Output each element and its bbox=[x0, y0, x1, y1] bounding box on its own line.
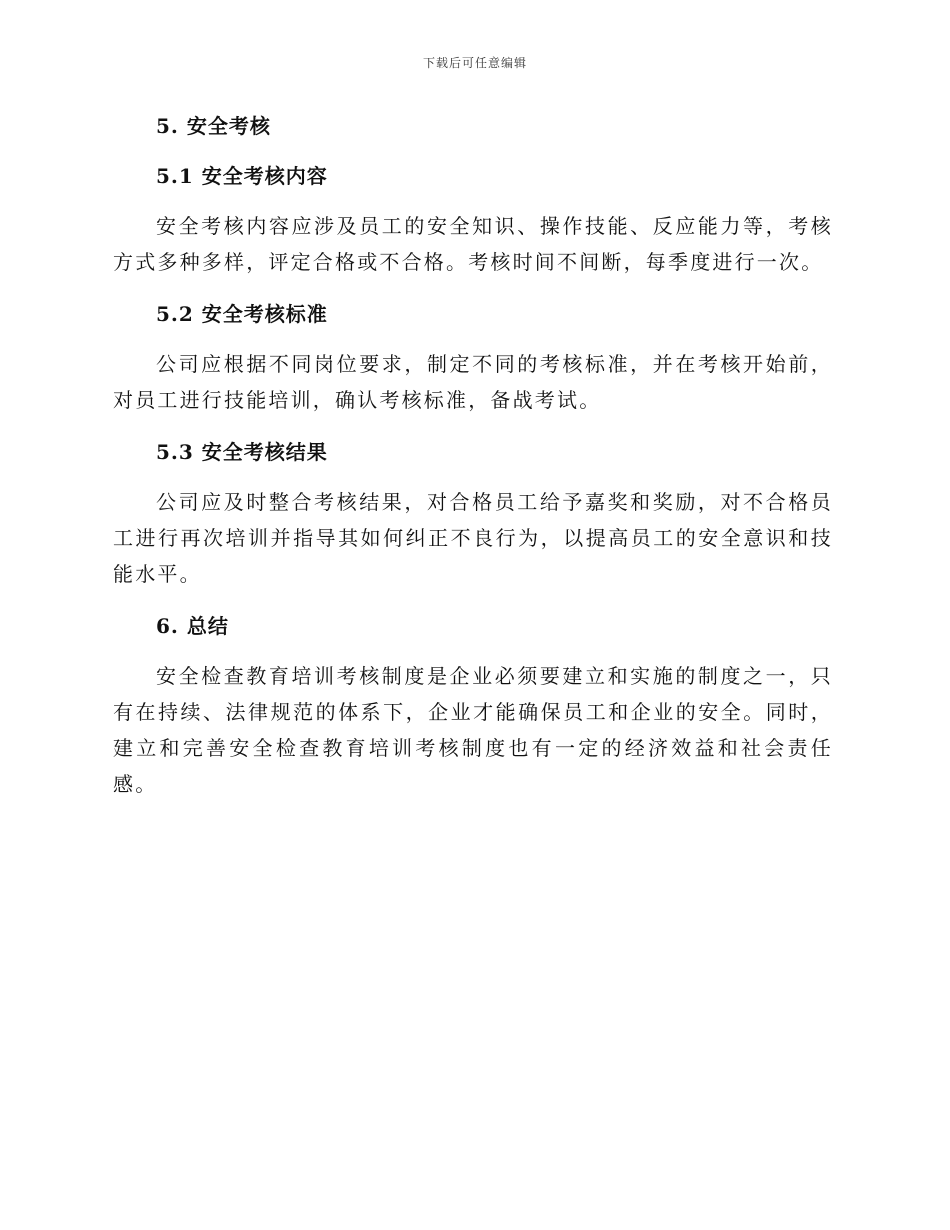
section-5-1-paragraph: 安全考核内容应涉及员工的安全知识、操作技能、反应能力等，考核方式多种多样，评定合格或不合格。考核时间不间断，每季度进行一次。 bbox=[113, 214, 833, 274]
section-6-paragraph: 安全检查教育培训考核制度是企业必须要建立和实施的制度之一，只有在持续、法律规范的体系下，企业才能确保员工和企业的安全。同时，建立和完善安全检查教育培训考核制度也有一定的经济效益和社会责任感。 bbox=[113, 664, 833, 796]
section-5-2-heading: 5.2 安全考核标准 bbox=[156, 302, 328, 326]
section-5-3-paragraph: 公司应及时整合考核结果，对合格员工给予嘉奖和奖励，对不合格员工进行再次培训并指导其如何纠正不良行为，以提高员工的安全意识和技能水平。 bbox=[113, 490, 833, 586]
section-5-3-heading: 5.3 安全考核结果 bbox=[156, 440, 328, 464]
section-5-1-heading: 5.1 安全考核内容 bbox=[156, 164, 328, 188]
header-note: 下载后可任意编辑 bbox=[422, 56, 527, 70]
section-5-heading: 5. 安全考核 bbox=[156, 114, 271, 138]
document-content bbox=[113, 108, 833, 802]
section-6-heading: 6. 总结 bbox=[156, 614, 229, 638]
section-5-2-paragraph: 公司应根据不同岗位要求，制定不同的考核标准，并在考核开始前，对员工进行技能培训，确认考核标准，备战考试。 bbox=[113, 352, 833, 412]
